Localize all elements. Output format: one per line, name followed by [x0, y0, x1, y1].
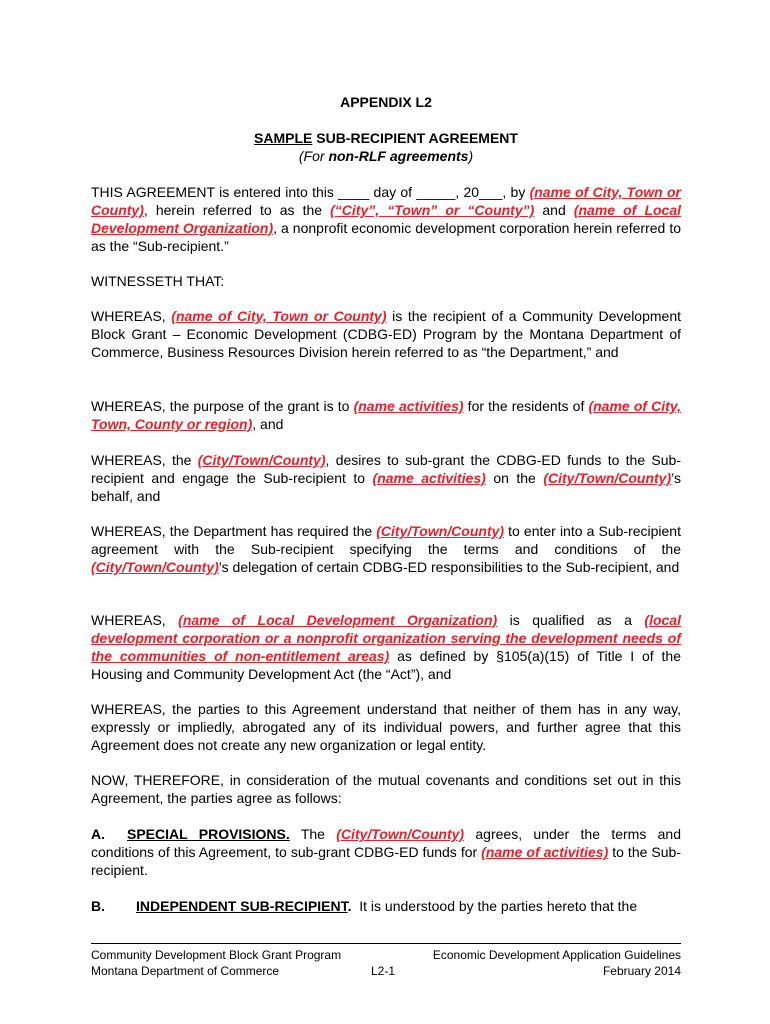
section-a-heading: SPECIAL PROVISIONS.	[127, 826, 290, 842]
intro-paragraph	[91, 183, 681, 255]
whereas-paragraph-1	[91, 307, 681, 361]
subtitle-bold: non-RLF agreements	[328, 148, 469, 164]
subtitle-open: (For	[298, 148, 329, 164]
w3-placeholder-1: (City/Town/County)	[197, 452, 326, 468]
w4-text-1: WHEREAS, the Department has required the	[91, 523, 377, 539]
w4-text-3: ’s delegation of certain CDBG-ED responsibilities to the Sub-recipient, and	[218, 559, 680, 575]
w5-text-3: as defined by §105(a)(15) of Title I of the Housing and Community Development Act (the “Act”), and	[91, 648, 681, 682]
whereas-paragraph-3	[91, 451, 681, 505]
section-a-text-2: agrees, under the terms and conditions of this Agreement, to sub-grant CDBG-ED funds for	[91, 826, 681, 860]
w3-placeholder-3: (City/Town/County)	[543, 470, 672, 486]
placeholder-city-town-county-alias: (“City”, “Town” or “County”)	[330, 202, 535, 218]
w3-text-3: on the	[485, 470, 544, 486]
section-a-letter: A.	[91, 826, 105, 842]
w5-text-2: is qualified as a	[497, 612, 645, 628]
w4-text-2: to enter into a Sub-recipient agreement with the Sub-recipient specifying the terms and conditions of the	[91, 523, 681, 557]
w5-text-1: WHEREAS,	[91, 612, 179, 628]
w1-placeholder-1: (name of City, Town or County)	[171, 308, 387, 324]
now-therefore-paragraph: NOW, THEREFORE, in consideration of the mutual covenants and conditions set out in this Agreement, the parties agree as follows:	[91, 772, 681, 806]
footer-right	[433, 947, 681, 979]
section-b-paragraph	[91, 897, 681, 915]
whereas-paragraph-4	[91, 522, 681, 576]
w5-placeholder-2: (local development corporation or a nonprofit organization serving the development needs of the communities of non-entitlement areas)	[91, 612, 681, 664]
w2-placeholder-1: (name activities)	[353, 398, 464, 414]
w2-placeholder-2: (name of City, Town, County or region)	[91, 398, 681, 432]
subtitle-close: )	[468, 148, 474, 164]
section-a-text-3: to the Sub-recipient.	[91, 844, 681, 878]
agreement-subtitle	[91, 148, 681, 164]
w3-text-2: , desires to sub-grant the CDBG-ED funds to the Sub-recipient and engage the Sub-recipient to	[91, 452, 682, 486]
section-b-heading: INDEPENDENT SUB-RECIPIENT	[136, 898, 348, 914]
w3-text-4: ’s behalf, and	[91, 470, 681, 504]
section-a-placeholder-1: (City/Town/County)	[336, 826, 465, 842]
footer-guidelines-title: Economic Development Application Guidelines	[432, 948, 681, 962]
whereas-paragraph-6: WHEREAS, the parties to this Agreement understand that neither of them has in any way, expressly or impliedly, abrogated any of its individual powers, and further agree that this Agreement does not create any new organization or legal entity.	[91, 701, 681, 753]
w3-placeholder-2: (name activities)	[372, 470, 486, 486]
section-a-text-1: The	[289, 826, 337, 842]
section-b-letter: B.	[91, 898, 105, 914]
whereas-paragraph-5	[91, 611, 681, 683]
agreement-title	[91, 130, 681, 146]
footer-date: February 2014	[602, 964, 681, 978]
footer-program-name: Community Development Block Grant Program	[91, 948, 342, 962]
whereas-paragraph-2	[91, 397, 681, 433]
w2-text-3: , and	[252, 416, 284, 432]
intro-text-2: , herein referred to as the	[143, 202, 331, 218]
section-a-paragraph	[91, 825, 681, 879]
section-b-text-1: It is understood by the parties hereto that the	[351, 898, 638, 914]
intro-text-1: THIS AGREEMENT is entered into this ____ day of _____, 20___, by	[91, 184, 530, 200]
footer-page-number: L2-1	[371, 964, 396, 978]
footer-department-name: Montana Department of Commerce	[91, 964, 280, 978]
appendix-heading: APPENDIX L2	[340, 94, 432, 110]
w3-text-1: WHEREAS, the	[91, 452, 198, 468]
w1-text-2: is the recipient of a Community Development Block Grant – Economic Development (CDBG-ED) Program by the Montana Department of Commerce, Business Resources Division herein referred to as “the Department,” and	[91, 308, 681, 360]
section-a-placeholder-2: (name of activities)	[481, 844, 609, 860]
intro-text-3: and	[534, 202, 574, 218]
w4-placeholder-1: (City/Town/County)	[376, 523, 505, 539]
w2-text-1: WHEREAS, the purpose of the grant is to	[91, 398, 354, 414]
intro-text-4: , a nonprofit economic development corporation herein referred to as the “Sub-recipient.”	[91, 220, 681, 254]
w2-text-2: for the residents of	[463, 398, 589, 414]
w1-text-1: WHEREAS,	[91, 308, 172, 324]
placeholder-city-town-county: (name of City, Town or County)	[91, 184, 681, 218]
w5-placeholder-1: (name of Local Development Organization)	[178, 612, 498, 628]
witnesseth-heading: WITNESSETH THAT:	[91, 273, 225, 289]
title-rest: SUB-RECIPIENT AGREEMENT	[312, 130, 518, 146]
section-b-dot: .	[347, 898, 352, 914]
title-sample-word: SAMPLE	[254, 130, 313, 146]
placeholder-local-development-org: (name of Local Development Organization)	[91, 202, 682, 236]
w4-placeholder-2: (City/Town/County)	[91, 559, 219, 575]
footer-divider	[91, 943, 681, 944]
footer-left	[91, 947, 341, 979]
